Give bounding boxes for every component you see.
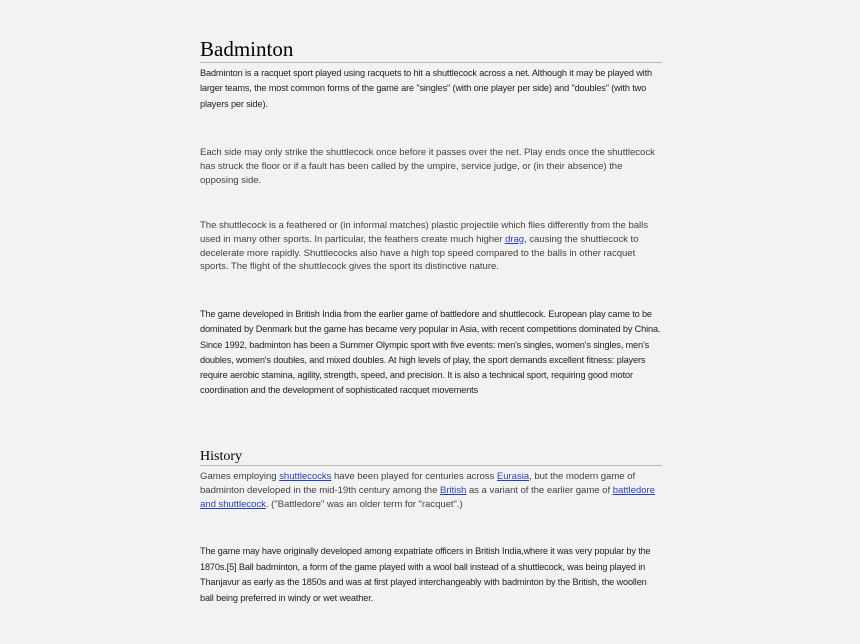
intro-paragraph-3 (200, 219, 662, 274)
paragraph-text: , but the modern game of badminton developed in the mid-19th century among the (200, 471, 636, 496)
paragraph-text: have been played for centuries across (331, 471, 497, 482)
history-paragraph-1 (200, 470, 662, 511)
paragraph-text: . ("Battledore" was an older term for "racquet".) (265, 498, 463, 510)
intro-paragraph-4: The game developed in British India from the earlier game of battledore and shuttlecock. European play came to be dominated by Denmark but the game has became very popular in Asia, with recent competitions dominated by China. Since 1992, badminton has been a Summer Olympic sport with five events: men's singles, women's singles, men's doubles, women's doubles, and mixed doubles. At high levels of play, the sport demands excellent fitness: players require aerobic stamina, agility, strength, speed, and precision. It is also a technical sport, requiring good motor coordination and the development of sophisticated racquet movements (200, 309, 661, 396)
history-paragraph-2: The game may have originally developed among expatriate officers in British India,where it was very popular by the 1870s.[5] Ball badminton, a form of the game played with a wool ball instead of a shuttlecock, was being played in Thanjavur as early as the 1850s and was at first played interchangeably with badminton by the British, the woollen ball being preferred in windy or wet weather. (200, 546, 651, 603)
link-british[interactable]: British (439, 484, 467, 496)
link-drag[interactable]: drag (505, 233, 525, 245)
intro-paragraph-2: Each side may only strike the shuttlecock once before it passes over the net. Play ends once the shuttlecock has struck the floor or if a fault has been called by the umpire, service judge, or (in their absence) the opposing side. (200, 147, 655, 186)
paragraph-text: , causing the shuttlecock to decelerate more rapidly. Shuttlecocks also have a high top speed compared to the balls in other racquet sports. The flight of the shuttlecock gives the sport its distinctive nature. (200, 233, 639, 273)
link-eurasia[interactable]: Eurasia (496, 471, 530, 482)
link-shuttlecocks[interactable]: shuttlecocks (279, 471, 332, 482)
link-battledore-and-shuttlecock[interactable]: battledore and shuttlecock (200, 484, 655, 510)
paragraph-text: as a variant of the earlier game of (466, 484, 613, 496)
article-body (200, 37, 662, 603)
page-title: Badminton (200, 38, 662, 63)
intro-paragraph-1: Badminton is a racquet sport played using racquets to hit a shuttlecock across a net. Although it may be played with larger teams, the most common forms of the game are "singles" (with one player per side) and "doubles" (with two players per side). (200, 68, 652, 109)
paragraph-text: Games employing (200, 471, 280, 482)
section-heading-history: History (200, 449, 662, 466)
paragraph-text: The shuttlecock is a feathered or (in informal matches) plastic projectile which flies differently from the balls used in many other sports. In particular, the feathers create much higher (200, 220, 648, 245)
